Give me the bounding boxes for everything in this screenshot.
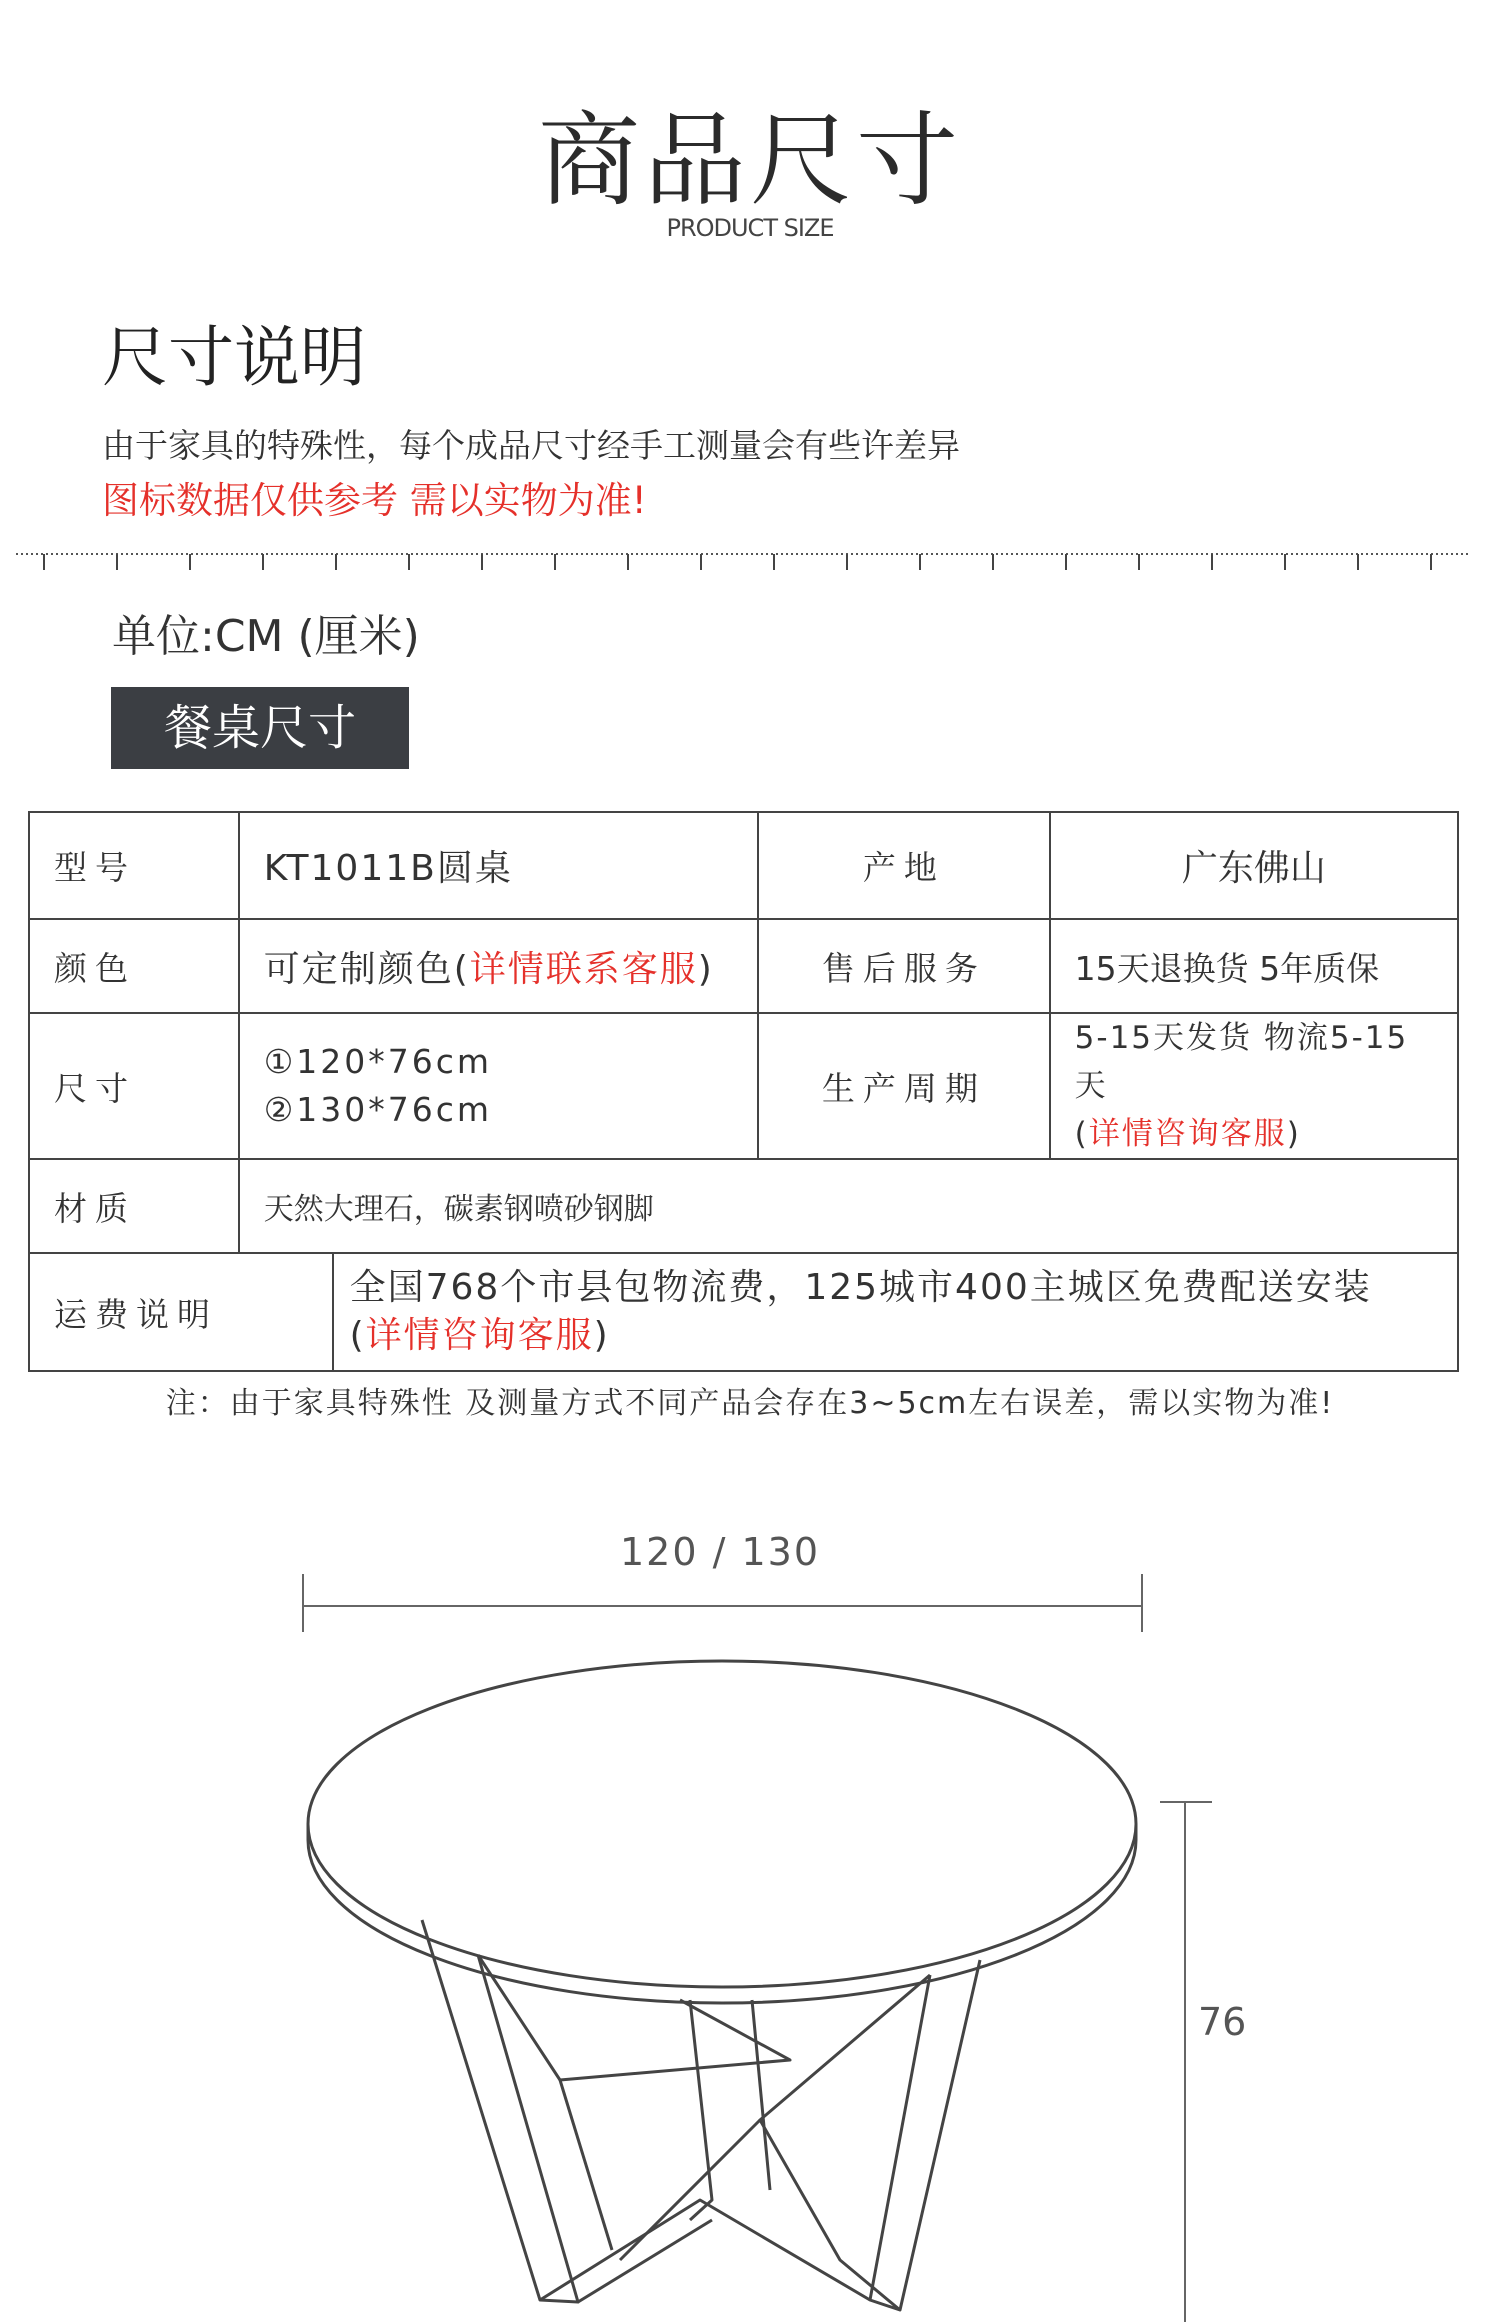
production-cycle-text: 5-15天发货 物流5-15天 — [1074, 1020, 1409, 1104]
color-value-text: 可定制颜色( — [263, 948, 470, 990]
material-label: 材质 — [29, 1159, 239, 1253]
color-value-close: ) — [697, 948, 714, 990]
origin-label: 产地 — [758, 812, 1050, 919]
height-dimension-label: 76 — [1198, 2000, 1247, 2044]
width-dimension-line — [303, 1574, 1142, 1632]
section-description: 由于家具的特殊性，每个成品尺寸经手工测量会有些许差异 — [102, 426, 960, 465]
size-option-1: ①120*76cm — [263, 1042, 493, 1081]
page-subtitle: PRODUCT SIZE — [666, 214, 834, 242]
color-value — [239, 919, 758, 1013]
production-cycle-label: 生产周期 — [758, 1013, 1050, 1159]
table-row — [29, 812, 1458, 919]
cycle-close: ) — [1286, 1116, 1301, 1152]
table-row — [29, 1013, 1458, 1159]
shipping-label: 运费说明 — [29, 1253, 333, 1371]
shipping-text: 全国768个市县包物流费，125城市400主城区免费配送安装 — [349, 1267, 1372, 1308]
page-title: 商品尺寸 — [538, 102, 962, 221]
dining-table-size-badge: 餐桌尺寸 — [111, 687, 409, 769]
measurement-note: 注：由于家具特殊性 及测量方式不同产品会存在3~5cm左右误差，需以实物为准! — [165, 1386, 1335, 1421]
color-label: 颜色 — [29, 919, 239, 1013]
ruler-divider — [16, 550, 1468, 574]
size-option-2: ②130*76cm — [263, 1090, 493, 1129]
table-row — [29, 1159, 1458, 1253]
after-sales-label: 售后服务 — [758, 919, 1050, 1013]
origin-value: 广东佛山 — [1050, 812, 1458, 919]
material-value: 天然大理石，碳素钢喷砂钢脚 — [239, 1159, 1458, 1253]
shipping-service-link[interactable]: 详情咨询客服 — [365, 1315, 594, 1356]
table-row — [29, 919, 1458, 1013]
table-line-drawing — [0, 1560, 1500, 2322]
consult-service-link[interactable]: 详情咨询客服 — [1088, 1116, 1287, 1152]
section-title: 尺寸说明 — [102, 319, 366, 396]
shipping-open: ( — [349, 1315, 366, 1356]
width-dimension-label: 120 / 130 — [620, 1530, 821, 1574]
unit-label: 单位:CM (厘米) — [112, 611, 420, 662]
shipping-close: ) — [593, 1315, 610, 1356]
size-label: 尺寸 — [29, 1013, 239, 1159]
spec-table — [28, 811, 1459, 1372]
height-dimension-line — [1160, 1802, 1212, 2322]
table-row — [29, 1253, 1458, 1371]
model-label: 型号 — [29, 812, 239, 919]
contact-service-link[interactable]: 详情联系客服 — [469, 948, 698, 990]
production-cycle-value — [1050, 1013, 1458, 1159]
shipping-value — [333, 1253, 1458, 1371]
section-disclaimer: 图标数据仅供参考 需以实物为准! — [102, 479, 647, 522]
model-value: KT1011B圆桌 — [239, 812, 758, 919]
cycle-open: ( — [1074, 1116, 1089, 1152]
after-sales-value: 15天退换货 5年质保 — [1050, 919, 1458, 1013]
size-value — [239, 1013, 758, 1159]
